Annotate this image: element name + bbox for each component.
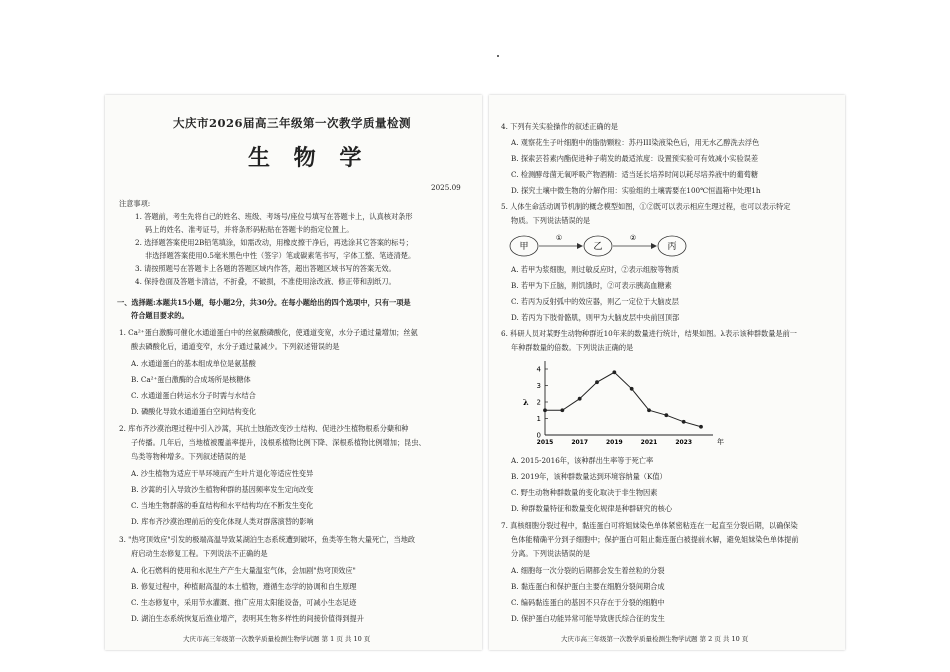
question-6-stem: 6. 科研人员对某野生动物种群近10年来的数量进行统计，结果如图。λ表示该种群数量是前一	[501, 329, 797, 338]
diagram-node-yi-label: 乙	[593, 242, 603, 252]
exam-page-1	[105, 95, 482, 650]
lambda-data-point	[699, 425, 703, 429]
y-tick-label: 1	[536, 415, 541, 423]
q1-option-d: D. 磷酸化导致水通道蛋白空间结构变化	[131, 407, 257, 416]
diagram-node-bing-label: 丙	[667, 242, 677, 252]
notice-line: 4. 保持卷面及答题卡清洁，不折叠，不破损，不准使用涂改液、修正带和刮纸刀。	[135, 277, 396, 286]
question-2-stem: 2. 库布齐沙漠治理过程中引入沙蒿，其抗土蚀能改变沙土结构、促进沙生植物根系分蘖和种	[119, 424, 409, 433]
question-3-stem: 3. "热穹顶效应"引发的极端高温导致某湖泊生态系统遭到破坏，鱼类等生物大量死亡，当地政	[119, 535, 416, 544]
q4-option-d: D. 探究土壤中微生物的分解作用：实验组的土壤需要在100℃恒温箱中处理1h	[511, 186, 761, 195]
lambda-data-point	[630, 387, 634, 391]
section-heading: 一、选择题:本题共15小题，每小题2分，共30分。在每小题给出的四个选项中，只有一项是	[117, 298, 411, 307]
lambda-line-chart	[519, 357, 739, 451]
q3-option-c: C. 生态修复中，采用节水灌溉、推广应用太阳能设备，可减小生态足迹	[131, 598, 357, 607]
exam-date: 2025.09	[431, 183, 461, 192]
q2-option-a: A. 沙生植物为适应干旱环境而产生叶片退化等适应性变异	[131, 469, 314, 478]
q4-option-c: C. 检测酵母菌无氧呼吸产物酒精：适当延长培养时间以耗尽培养液中的葡萄糖	[511, 170, 759, 179]
q1-option-a: A. 水通道蛋白的基本组成单位是氨基酸	[131, 359, 256, 368]
question-1-stem: 1. Ca²⁺蛋白激酶可催化水通道蛋白中的丝氨酸磷酸化，使通道变宽，水分子通过量增加；丝氨	[119, 328, 418, 337]
x-axis-unit: 年	[717, 438, 724, 446]
exam-title: 大庆市2026届高三年级第一次教学质量检测	[173, 116, 412, 130]
q1-option-c: C. 水通道蛋白转运水分子时需与水结合	[131, 391, 256, 400]
scan-dot	[497, 55, 499, 57]
lambda-data-point	[647, 408, 651, 412]
q3-option-a: A. 化石燃料的使用和水泥生产产生大量温室气体，会加剧"热穹顶效应"	[131, 566, 356, 575]
question-4-stem: 4. 下列有关实验操作的叙述正确的是	[501, 122, 618, 131]
x-tick-label: 2021	[640, 439, 658, 446]
q4-option-a: A. 观察花生子叶细胞中的脂肪颗粒：苏丹III染液染色后，用无水乙醇洗去浮色	[511, 138, 760, 147]
y-tick-label: 4	[536, 365, 541, 374]
q5-option-d: D. 若丙为下肢骨骼肌，则甲为大脑皮层中央前回顶部	[511, 313, 680, 322]
x-tick-label: 2017	[571, 439, 589, 446]
notice-line: 2. 选择题答案使用2B铅笔填涂，如需改动，用橡皮擦干净后，再选涂其它答案的标号；	[135, 238, 413, 247]
lambda-data-point	[543, 408, 547, 412]
lambda-data-point	[595, 380, 599, 384]
x-tick-label: 2019	[605, 439, 623, 446]
question-5-stem: 5. 人体生命活动调节机制的概念模型如图，①②既可以表示相应生理过程，也可以表示特定	[501, 202, 791, 211]
q2-option-c: C. 当地生物群落的垂直结构和水平结构均在不断发生变化	[131, 501, 314, 510]
question-2-stem: 鸟类等物种增多。下列叙述错误的是	[131, 452, 247, 461]
concept-model-diagram	[509, 231, 709, 261]
q6-option-a: A. 2015-2016年，该种群出生率等于死亡率	[511, 456, 654, 465]
notice-title: 注意事项:	[119, 199, 151, 208]
question-3-stem: 府启动生态修复工程。下列说法不正确的是	[131, 549, 268, 558]
page-footer: 大庆市高三年级第一次教学质量检测生物学试题 第 1 页 共 10 页	[183, 635, 371, 643]
lambda-data-point	[664, 413, 668, 417]
q5-option-b: B. 若甲为下丘脑，则饥饿时，②可表示胰高血糖素	[511, 281, 672, 290]
diagram-arrowhead-2	[651, 243, 657, 249]
y-axis-label: λ	[523, 397, 529, 407]
q1-option-b: B. Ca²⁺蛋白激酶的合成场所是核糖体	[131, 375, 251, 384]
lambda-data-point	[560, 408, 564, 412]
q7-option-c: C. 编码黏连蛋白的基因不只存在于分裂的细胞中	[511, 598, 665, 607]
lambda-series-line	[545, 372, 701, 426]
q2-option-d: D. 库布齐沙漠治理前后的变化体现人类对群落演替的影响	[131, 517, 314, 526]
diagram-node-jia-label: 甲	[519, 242, 529, 252]
x-tick-label: 2015	[536, 439, 554, 446]
q7-option-d: D. 保护蛋白功能异常可能导致唐氏综合征的发生	[511, 614, 665, 623]
question-6-stem: 年种群数量的倍数。下列说法正确的是	[511, 343, 634, 352]
q3-option-b: B. 修复过程中，种植耐高温的本土植物，遵循生态学的协调和自生原理	[131, 582, 357, 591]
q7-option-a: A. 细胞每一次分裂的后期都会发生着丝粒的分裂	[511, 566, 665, 575]
q3-option-d: D. 湖泊生态系统恢复后渔业增产，表明其生物多样性的间接价值得到提升	[131, 614, 364, 623]
x-tick-label: 2023	[675, 439, 693, 446]
lambda-data-point	[682, 420, 686, 424]
question-2-stem: 子传播。几年后，当地植被覆盖率提升，浅根系植物比例下降、深根系植物比例增加；昆虫、	[131, 438, 426, 447]
lambda-data-point	[612, 370, 616, 374]
subject-title: 生 物 学	[248, 145, 370, 171]
q5-option-a: A. 若甲为浆细胞，则过敏反应时，②表示组胺等物质	[511, 265, 679, 274]
q6-option-c: C. 野生动物种群数量的变化取决于非生物因素	[511, 488, 658, 497]
question-7-stem: 色体能精确平分到子细胞中；保护蛋白可阻止黏连蛋白被提前水解，避免姐妹染色单体提前	[511, 535, 799, 544]
q2-option-b: B. 沙蒿的引入导致沙生植物种群的基因频率发生定向改变	[131, 485, 314, 494]
exam-page-2	[489, 95, 845, 650]
diagram-arrow-1-label: ①	[555, 234, 563, 242]
q5-option-c: C. 若丙为反射弧中的效应器，则乙一定位于大脑皮层	[511, 297, 679, 306]
q7-option-b: B. 黏连蛋白和保护蛋白主要在细胞分裂间期合成	[511, 582, 665, 591]
q4-option-b: B. 探索芸苔素内酯促进种子萌发的最适浓度：设置预实验可有效减小实验误差	[511, 154, 759, 163]
question-5-stem: 物质。下列说法错误的是	[511, 216, 591, 225]
page-footer: 大庆市高三年级第一次教学质量检测生物学试题 第 2 页 共 10 页	[561, 635, 749, 643]
notice-line: 1. 答题前，考生先将自己的姓名、班级、考场号/座位号填写在答题卡上，认真核对条形	[135, 212, 413, 221]
y-tick-label: 3	[536, 382, 541, 390]
question-7-stem: 7. 真核细胞分裂过程中，黏连蛋白可将姐妹染色单体紧密粘连在一起直至分裂后期，以确保染	[501, 521, 798, 530]
lambda-data-point	[578, 397, 582, 401]
question-1-stem: 酸去磷酸化后，通道变窄，水分子通过量减少。下列叙述错误的是	[131, 342, 340, 351]
notice-line: 码上的姓名、准考证号，并将条形码粘贴在答题卡的指定位置上。	[145, 225, 354, 234]
question-7-stem: 分离。下列说法错误的是	[511, 549, 591, 558]
y-tick-label: 0	[536, 431, 541, 440]
diagram-arrow-2-label: ②	[629, 234, 637, 242]
y-tick-label: 2	[536, 398, 541, 407]
section-heading: 符合题目要求的。	[131, 311, 189, 320]
q6-option-b: B. 2019年，该种群数量达到环境容纳量（K值）	[511, 472, 667, 481]
q6-option-d: D. 种群数量特征和数量变化规律是种群研究的核心	[511, 504, 673, 513]
diagram-arrowhead-1	[577, 243, 583, 249]
notice-line: 3. 请按照题号在答题卡上各题的答题区域内作答，超出答题区域书写的答案无效。	[135, 264, 396, 273]
notice-line: 非选择题答案使用0.5毫米黑色中性（签字）笔或碳素笔书写，字体工整、笔迹清楚。	[145, 251, 416, 260]
